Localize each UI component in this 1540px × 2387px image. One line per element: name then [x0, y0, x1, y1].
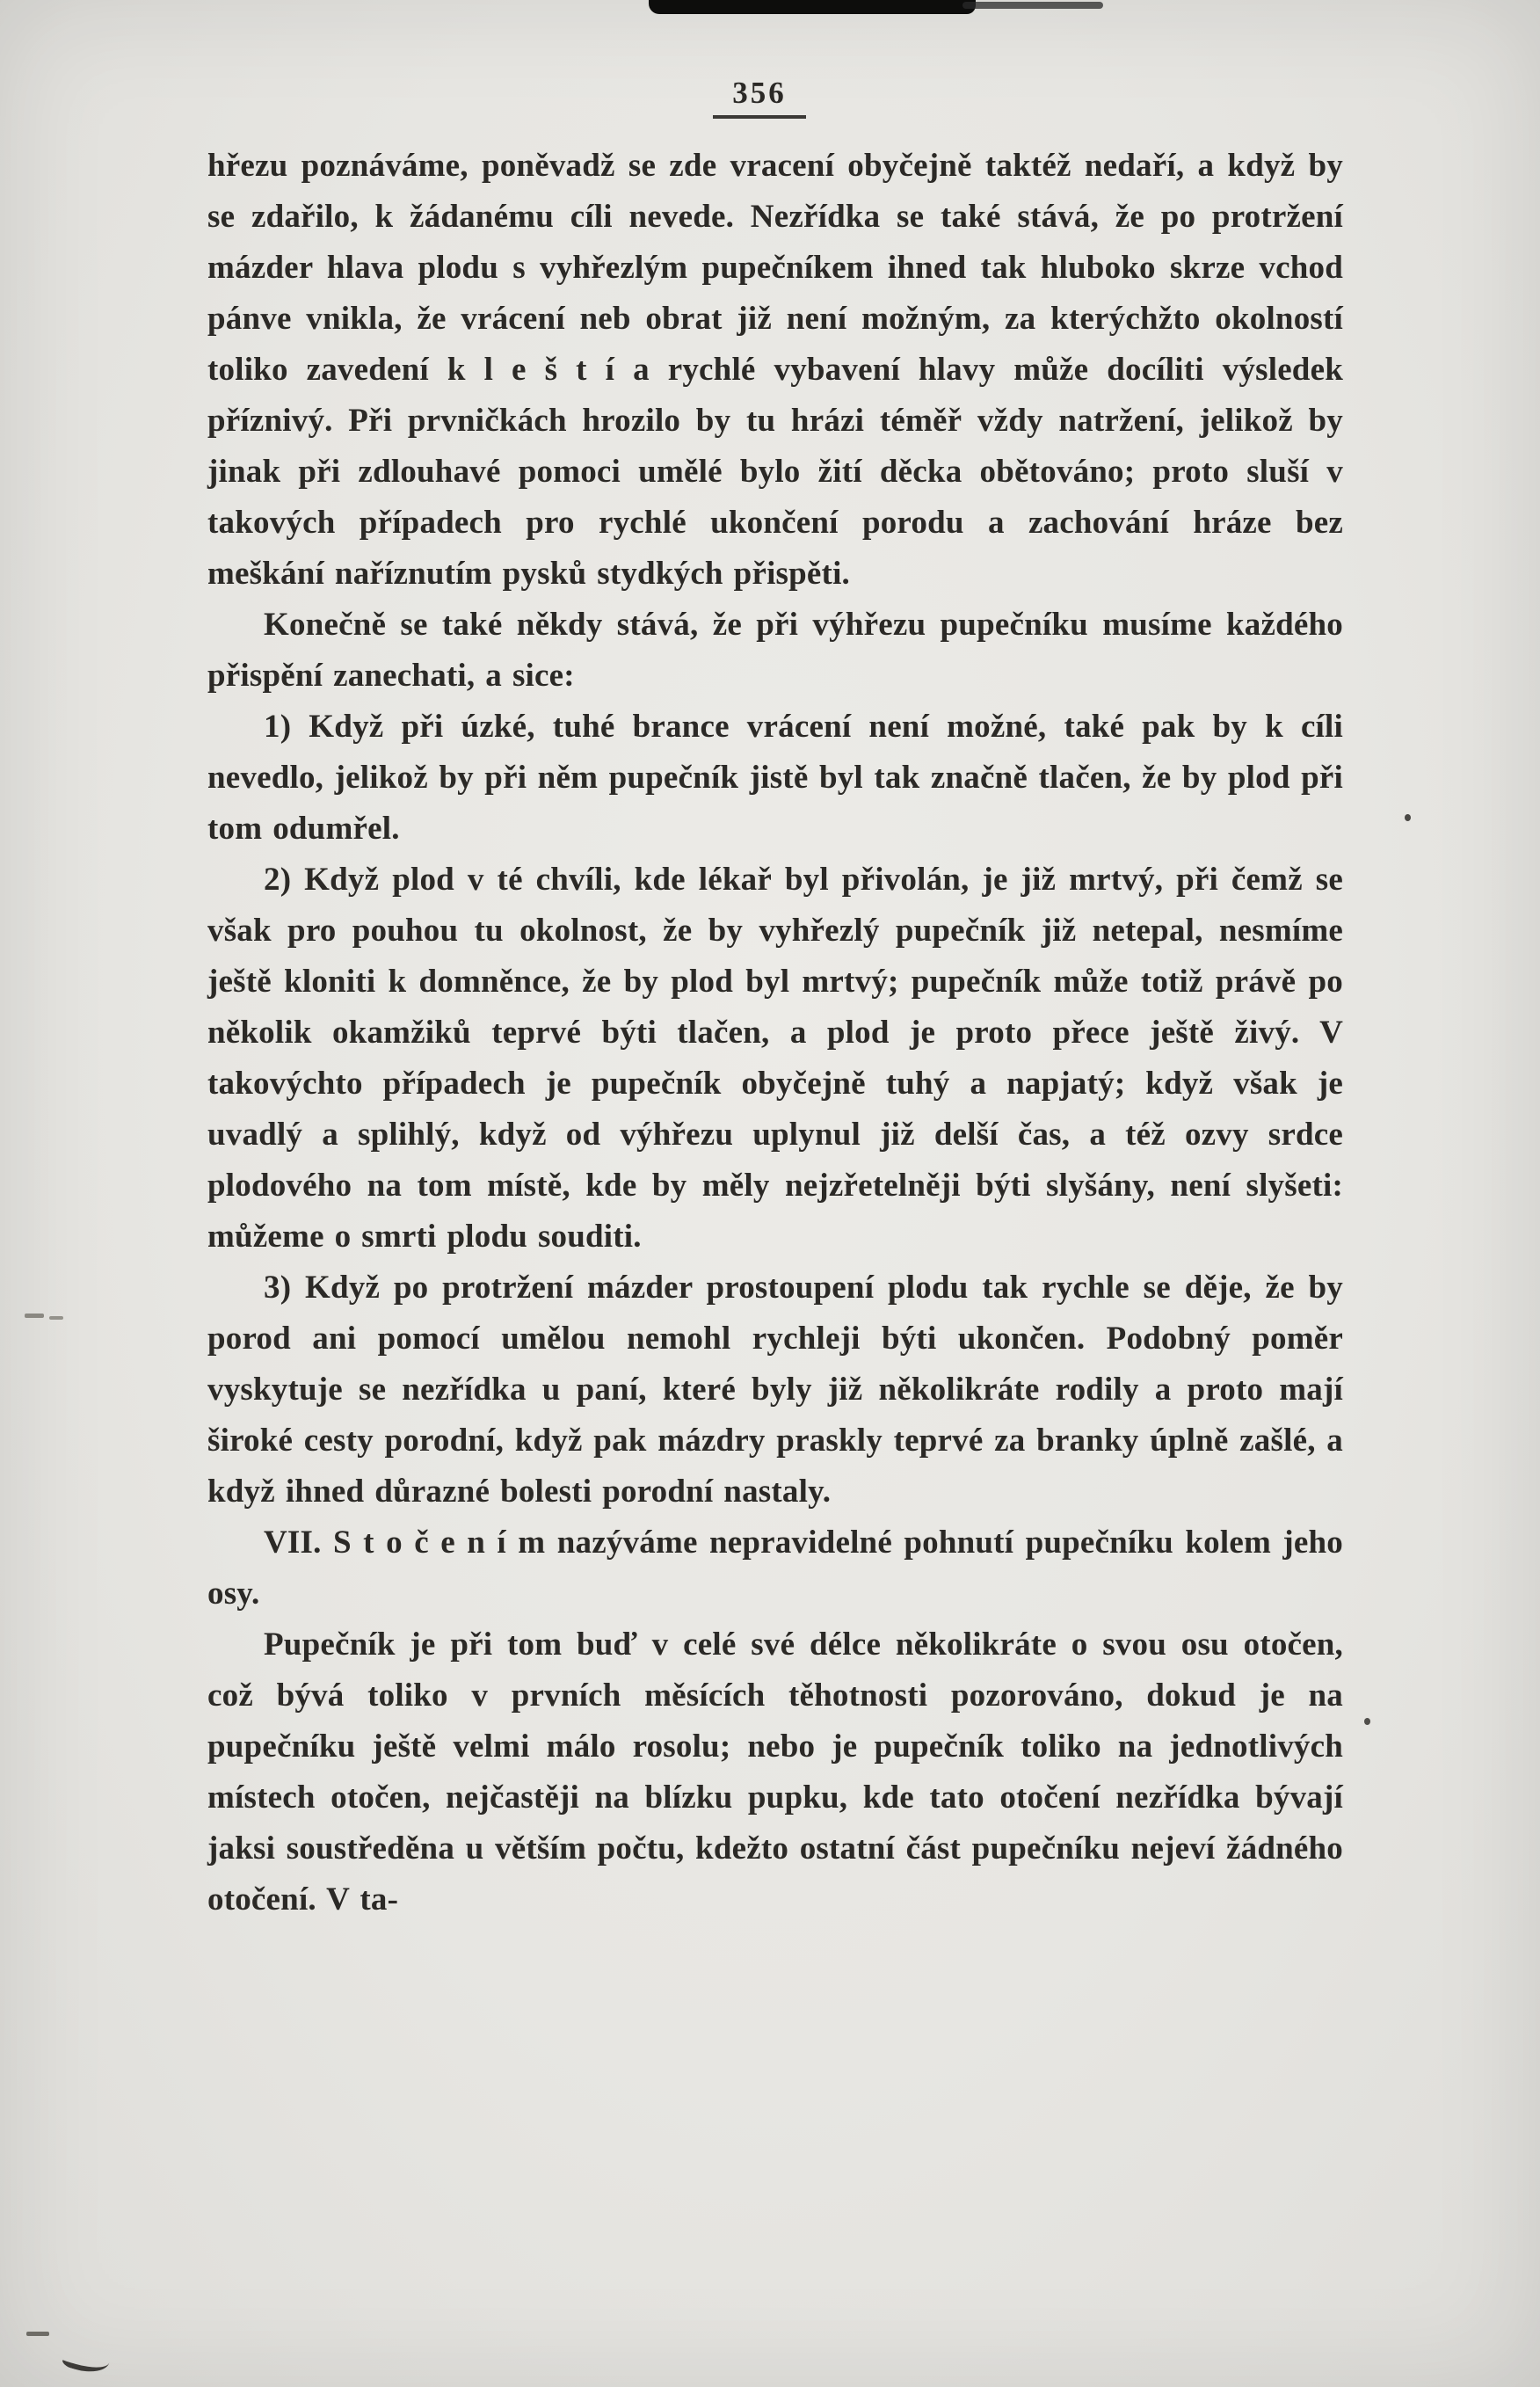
page-number: 356	[713, 76, 806, 119]
scan-artifact-margin-dash	[49, 1316, 63, 1320]
numbered-item-2: 2) Když plod v té chvíli, kde lékař byl přivolán, je již mrtvý, při čemž se však pro pouhou tu okolnost, že by vyhřezlý pupečník již netepal, nesmíme ještě kloniti k domněnce, že by plod byl mrtvý; pupečník může totiž právě po několik okamžiků teprvé býti tlačen, a plod je proto přece ještě živý. V takovýchto případech je pupečník obyčejně tuhý a napjatý; když však je uvadlý a splihlý, když od výhřezu uplynul již delší čas, a též ozvy srdce plodového na tom místě, kde by měly nejzřetelněji býti slyšány, není slyšeti: můžeme o smrti plodu souditi.	[207, 862, 1343, 1255]
numbered-item-3: 3) Když po protržení mázder prostoupení plodu tak rychle se děje, že by porod ani pomocí umělou nemohl rychleji býti ukončen. Podobný poměr vyskytuje se nezřídka u paní, které byly již několikráte rodily a proto mají široké cesty porodní, když pak mázdry praskly teprvé za branky úplně zašlé, a když ihned důrazné bolesti porodní nastaly.	[207, 1270, 1343, 1510]
paragraph-continued-from-previous-page: hřezu poznáváme, poněvadž se zde vracení obyčejně taktéž nedaří, a když by se zdařilo, k žádanému cíli nevede. Nezřídka se také stává, že po protržení mázder hlava plodu s vyhřezlým pupečníkem ihned tak hluboko skrze vchod pánve vnikla, že vrácení neb obrat již není možným, za kterýchžto okolností toliko zavedení k l e š t í a rychlé vybavení hlavy může docíliti výsledek příznivý. Při prvničkách hrozilo by tu hrázi téměř vždy natržení, jelikož by jinak při zdlouhavé pomoci umělé bylo žití děcka obětováno; proto sluší v takových případech pro rychlé ukončení porodu a zachování hráze bez meškání naříznutím pysků stydkých přispěti.	[207, 148, 1343, 592]
scan-artifact-margin-dash	[25, 1314, 44, 1318]
scan-artifact-bottom-dash	[26, 2332, 49, 2336]
scan-artifact-top-smudge-tail	[962, 2, 1103, 9]
scan-artifact-dot	[1405, 814, 1411, 821]
paragraph-pupecnik: Pupečník je při tom buď v celé své délce několikráte o svou osu otočen, což bývá toliko v prvních měsících těhotnosti pozorováno, dokud je na pupečníku ještě velmi málo rosolu; nebo je pupečník toliko na jednotlivých místech otočen, nejčastěji na blízku pupku, kde tato otočení nezřídka bývají jaksi soustředěna u větším počtu, kdežto ostatní část pupečníku nejeví žádného otočení. V ta-	[207, 1627, 1343, 1918]
text-block	[207, 141, 1343, 1925]
paragraph-konecne: Konečně se také někdy stává, že při výhřezu pupečníku musíme každého přispění zanechati, a sice:	[207, 607, 1343, 694]
scan-artifact-top-smudge	[649, 0, 976, 14]
page-header	[0, 76, 1519, 119]
section-vii-heading: VII. S t o č e n í m nazýváme nepravidelné pohnutí pupečníku kolem jeho osy.	[207, 1525, 1343, 1612]
numbered-item-1: 1) Když při úzké, tuhé brance vrácení není možné, také pak by k cíli nevedlo, jelikož by při něm pupečník jistě byl tak značně tlačen, že by plod při tom odumřel.	[207, 709, 1343, 847]
scan-artifact-bottom-squiggle	[61, 2343, 111, 2377]
scan-artifact-dot	[1364, 1718, 1370, 1725]
